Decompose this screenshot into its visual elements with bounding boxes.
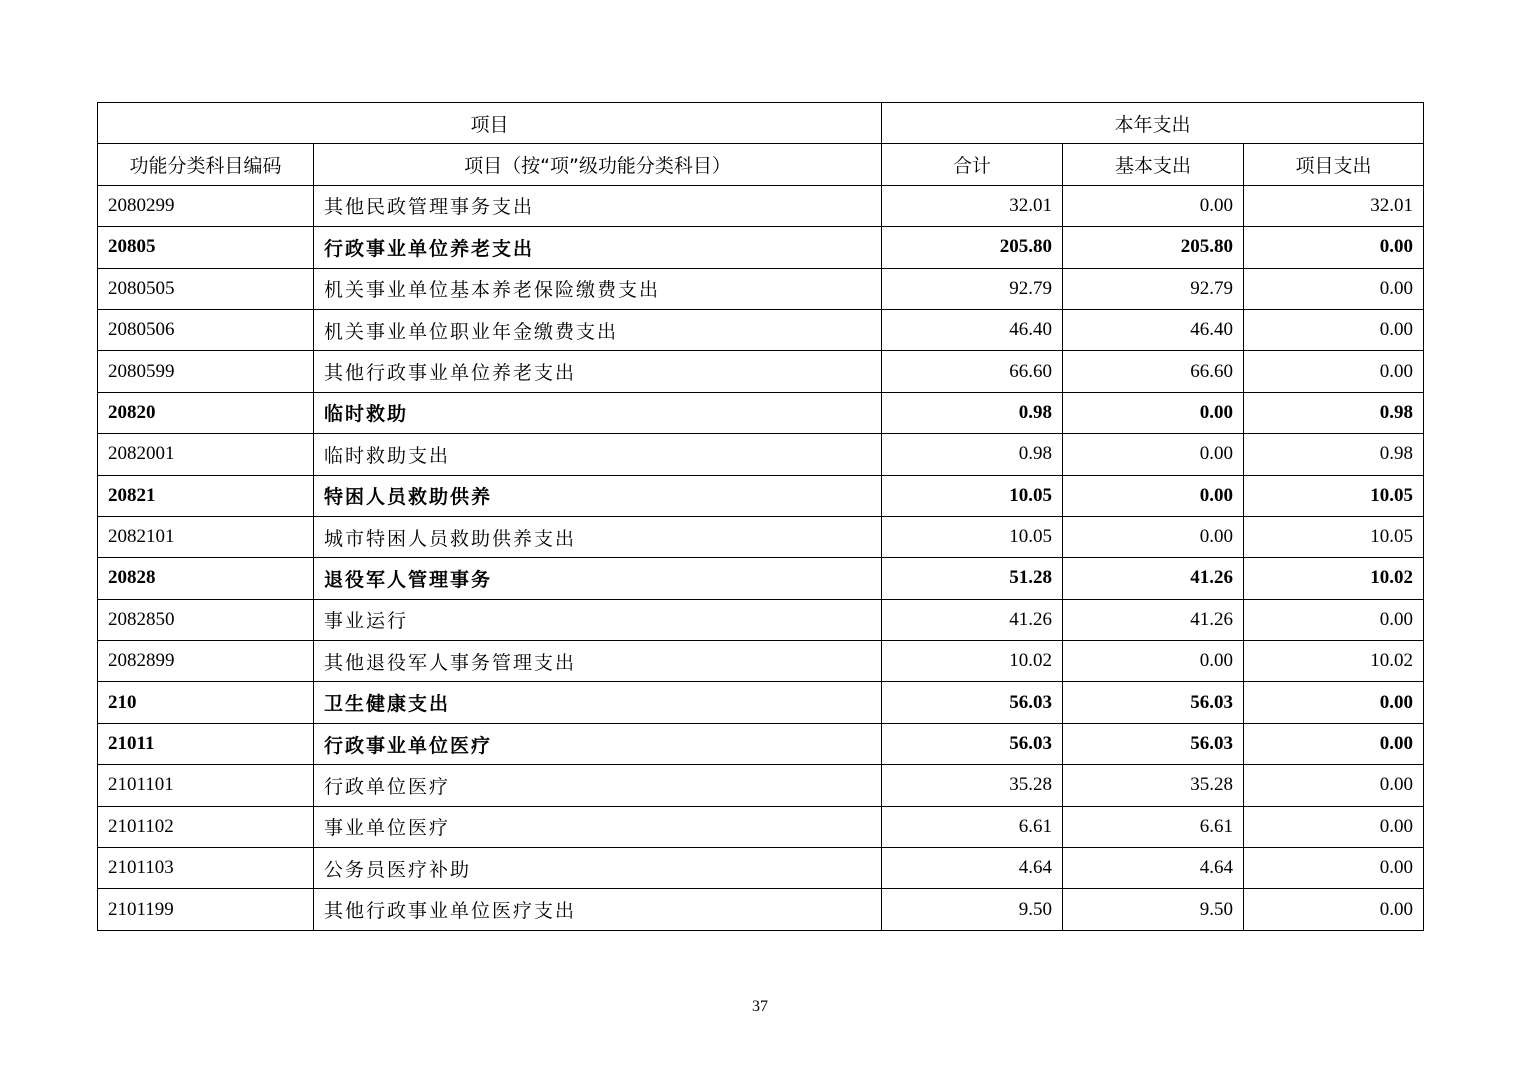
header-project: 项目支出	[1244, 144, 1424, 185]
cell-code: 2082899	[98, 641, 314, 682]
table-row	[98, 806, 1424, 847]
cell-name: 退役军人管理事务	[314, 558, 882, 599]
cell-total: 0.98	[882, 392, 1063, 433]
cell-name: 其他行政事业单位养老支出	[314, 351, 882, 392]
cell-name: 行政事业单位医疗	[314, 723, 882, 764]
cell-project: 0.00	[1244, 227, 1424, 268]
cell-project: 10.05	[1244, 475, 1424, 516]
cell-project: 0.98	[1244, 434, 1424, 475]
cell-name: 特困人员救助供养	[314, 475, 882, 516]
cell-total: 0.98	[882, 434, 1063, 475]
cell-basic: 0.00	[1063, 185, 1244, 226]
table-row	[98, 599, 1424, 640]
cell-name: 卫生健康支出	[314, 682, 882, 723]
cell-basic: 9.50	[1063, 889, 1244, 930]
budget-table	[97, 102, 1424, 931]
table-row	[98, 765, 1424, 806]
cell-basic: 35.28	[1063, 765, 1244, 806]
cell-name: 机关事业单位基本养老保险缴费支出	[314, 268, 882, 309]
cell-code: 21011	[98, 723, 314, 764]
cell-total: 35.28	[882, 765, 1063, 806]
cell-basic: 0.00	[1063, 475, 1244, 516]
table-row	[98, 434, 1424, 475]
cell-basic: 92.79	[1063, 268, 1244, 309]
cell-total: 10.05	[882, 475, 1063, 516]
cell-total: 56.03	[882, 682, 1063, 723]
cell-name: 其他退役军人事务管理支出	[314, 641, 882, 682]
table-row	[98, 516, 1424, 557]
cell-code: 210	[98, 682, 314, 723]
cell-basic: 56.03	[1063, 723, 1244, 764]
cell-basic: 41.26	[1063, 599, 1244, 640]
cell-name: 临时救助	[314, 392, 882, 433]
cell-project: 0.98	[1244, 392, 1424, 433]
cell-code: 20805	[98, 227, 314, 268]
table-row	[98, 723, 1424, 764]
table-row	[98, 682, 1424, 723]
cell-total: 9.50	[882, 889, 1063, 930]
header-row-1	[98, 103, 1424, 144]
header-row-2	[98, 144, 1424, 185]
cell-total: 51.28	[882, 558, 1063, 599]
table-row	[98, 848, 1424, 889]
table-row	[98, 392, 1424, 433]
cell-code: 2080506	[98, 309, 314, 350]
cell-project: 0.00	[1244, 599, 1424, 640]
table-row	[98, 641, 1424, 682]
cell-code: 2080505	[98, 268, 314, 309]
cell-name: 行政事业单位养老支出	[314, 227, 882, 268]
cell-project: 10.05	[1244, 516, 1424, 557]
table-header	[98, 103, 1424, 186]
header-current-year-expense: 本年支出	[882, 103, 1424, 144]
cell-name: 城市特困人员救助供养支出	[314, 516, 882, 557]
cell-basic: 0.00	[1063, 434, 1244, 475]
cell-name: 行政单位医疗	[314, 765, 882, 806]
cell-name: 机关事业单位职业年金缴费支出	[314, 309, 882, 350]
cell-code: 2082101	[98, 516, 314, 557]
cell-code: 2082001	[98, 434, 314, 475]
cell-basic: 56.03	[1063, 682, 1244, 723]
cell-total: 46.40	[882, 309, 1063, 350]
cell-code: 2101103	[98, 848, 314, 889]
cell-total: 56.03	[882, 723, 1063, 764]
cell-code: 2101102	[98, 806, 314, 847]
cell-project: 0.00	[1244, 309, 1424, 350]
cell-project: 0.00	[1244, 268, 1424, 309]
cell-name: 临时救助支出	[314, 434, 882, 475]
cell-total: 10.02	[882, 641, 1063, 682]
cell-code: 2080299	[98, 185, 314, 226]
table-row	[98, 185, 1424, 226]
cell-total: 6.61	[882, 806, 1063, 847]
table-row	[98, 475, 1424, 516]
cell-code: 2101199	[98, 889, 314, 930]
cell-project: 0.00	[1244, 848, 1424, 889]
cell-name: 其他行政事业单位医疗支出	[314, 889, 882, 930]
cell-basic: 66.60	[1063, 351, 1244, 392]
header-code: 功能分类科目编码	[98, 144, 314, 185]
cell-total: 4.64	[882, 848, 1063, 889]
table-row	[98, 268, 1424, 309]
cell-code: 20821	[98, 475, 314, 516]
cell-code: 2082850	[98, 599, 314, 640]
table-body	[98, 185, 1424, 930]
cell-code: 2101101	[98, 765, 314, 806]
table-row	[98, 227, 1424, 268]
cell-code: 20828	[98, 558, 314, 599]
cell-basic: 0.00	[1063, 641, 1244, 682]
cell-project: 0.00	[1244, 682, 1424, 723]
cell-project: 0.00	[1244, 889, 1424, 930]
cell-basic: 0.00	[1063, 392, 1244, 433]
cell-project: 10.02	[1244, 641, 1424, 682]
cell-name: 其他民政管理事务支出	[314, 185, 882, 226]
table-row	[98, 889, 1424, 930]
cell-basic: 6.61	[1063, 806, 1244, 847]
table-row	[98, 351, 1424, 392]
cell-basic: 4.64	[1063, 848, 1244, 889]
header-item: 项目	[98, 103, 882, 144]
cell-total: 41.26	[882, 599, 1063, 640]
cell-project: 10.02	[1244, 558, 1424, 599]
header-total: 合计	[882, 144, 1063, 185]
cell-total: 32.01	[882, 185, 1063, 226]
cell-project: 0.00	[1244, 351, 1424, 392]
cell-project: 32.01	[1244, 185, 1424, 226]
header-name: 项目（按“项”级功能分类科目）	[314, 144, 882, 185]
table-row	[98, 309, 1424, 350]
cell-total: 10.05	[882, 516, 1063, 557]
cell-total: 66.60	[882, 351, 1063, 392]
cell-code: 2080599	[98, 351, 314, 392]
header-basic: 基本支出	[1063, 144, 1244, 185]
cell-project: 0.00	[1244, 723, 1424, 764]
cell-project: 0.00	[1244, 806, 1424, 847]
page-number: 37	[752, 998, 768, 1015]
cell-name: 公务员医疗补助	[314, 848, 882, 889]
cell-name: 事业单位医疗	[314, 806, 882, 847]
cell-basic: 205.80	[1063, 227, 1244, 268]
cell-code: 20820	[98, 392, 314, 433]
cell-basic: 41.26	[1063, 558, 1244, 599]
cell-basic: 0.00	[1063, 516, 1244, 557]
table-row	[98, 558, 1424, 599]
cell-total: 92.79	[882, 268, 1063, 309]
cell-project: 0.00	[1244, 765, 1424, 806]
cell-name: 事业运行	[314, 599, 882, 640]
cell-total: 205.80	[882, 227, 1063, 268]
cell-basic: 46.40	[1063, 309, 1244, 350]
